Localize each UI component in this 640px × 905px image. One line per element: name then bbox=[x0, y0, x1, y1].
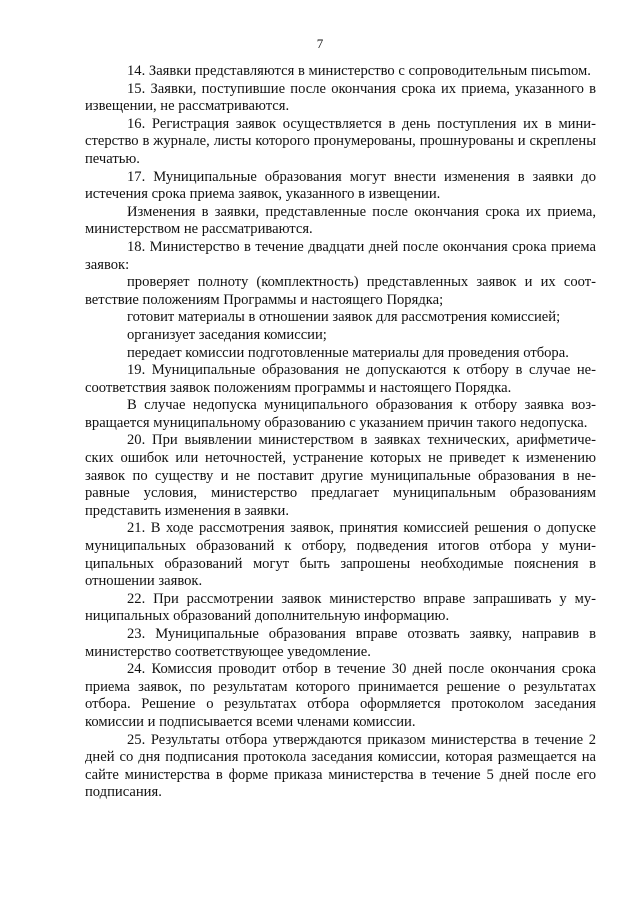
paragraph-18-item-transfer: передает комиссии подготовленные материалы для проведения отбора. bbox=[127, 344, 569, 361]
paragraph-18-item-check: проверяет полноту (комплектность) представленных заявок и их соответствие положениям Программы и настоящего Порядка; bbox=[85, 274, 596, 308]
paragraph-15: 15. Заявки, поступившие после окончания срока их приема, указанного в извещении, не рассматриваются. bbox=[85, 80, 596, 115]
paragraph-25: 25. Результаты отбора утверждаются приказом министерства в течение 2 дней со дня подписания протокола заседания комиссии, которая размещается на сайте министерства в форме приказа министерства в течение 5 дней после его подписания. bbox=[85, 731, 596, 801]
paragraph-23: 23. Муниципальные образования вправе отозвать заявку, направив в министерство соответствующее уведомление. bbox=[85, 626, 596, 660]
paragraph-21: 21. В ходе рассмотрения заявок, принятия комиссией решения о допуске муниципальных образований к отбору, подведения итогов отбора у муниципальных образований могут быть запрошены необходимые пояснения в отношении заявок. bbox=[85, 520, 596, 590]
page-number: 7 bbox=[316, 36, 324, 51]
paragraph-14: 14. Заявки представляются в министерство с сопроводительным письmом. bbox=[127, 63, 591, 79]
document-body bbox=[85, 63, 596, 802]
paragraph-16: 16. Регистрация заявок осуществляется в день поступления их в министерство в журнале, листы которого пронумерованы, прошнурованы и скреплены печатью. bbox=[85, 115, 596, 167]
paragraph-24: 24. Комиссия проводит отбор в течение 30 дней после окончания срока приема заявок, по результатам которого принимается решение о результатах отбора. Решение о результатах отбора оформляется протоколом заседания комиссии и подписывается всеми членами комиссии. bbox=[85, 661, 596, 730]
paragraph-17: 17. Муниципальные образования могут внести изменения в заявки до истечения срока приема заявок, указанного в извещении. bbox=[85, 168, 596, 203]
paragraph-18-item-organize: организует заседания комиссии; bbox=[127, 326, 327, 343]
paragraph-18-item-prepare: готовит материалы в отношении заявок для рассмотрения комиссией; bbox=[127, 309, 561, 326]
paragraph-22: 22. При рассмотрении заявок министерство вправе запрашивать у муниципальных образований дополнительную информацию. bbox=[85, 590, 596, 625]
paragraph-19: 19. Муниципальные образования не допускаются к отбору в случае несоответствия заявок положениям программы и настоящего Порядка. bbox=[85, 362, 596, 396]
paragraph-20: 20. При выявлении министерством в заявках технических, арифметических ошибок или неточностей, устранение которых не приведет к изменению заявок по существу и не поставит другие муниципальные образования в неравные условия, министерство предлагает муниципальным образованиям представить изменения в заявки. bbox=[85, 432, 596, 519]
paragraph-17-changes: Изменения в заявки, представленные после окончания срока их приема, министерством не рассматриваются. bbox=[85, 203, 596, 238]
paragraph-18: 18. Министерство в течение двадцати дней после окончания срока приема заявок: bbox=[85, 238, 596, 273]
paragraph-19-refusal: В случае недопуска муниципального образования к отбору заявка возвращается муниципальному образованию с указанием причин такого недопуска. bbox=[85, 397, 596, 431]
